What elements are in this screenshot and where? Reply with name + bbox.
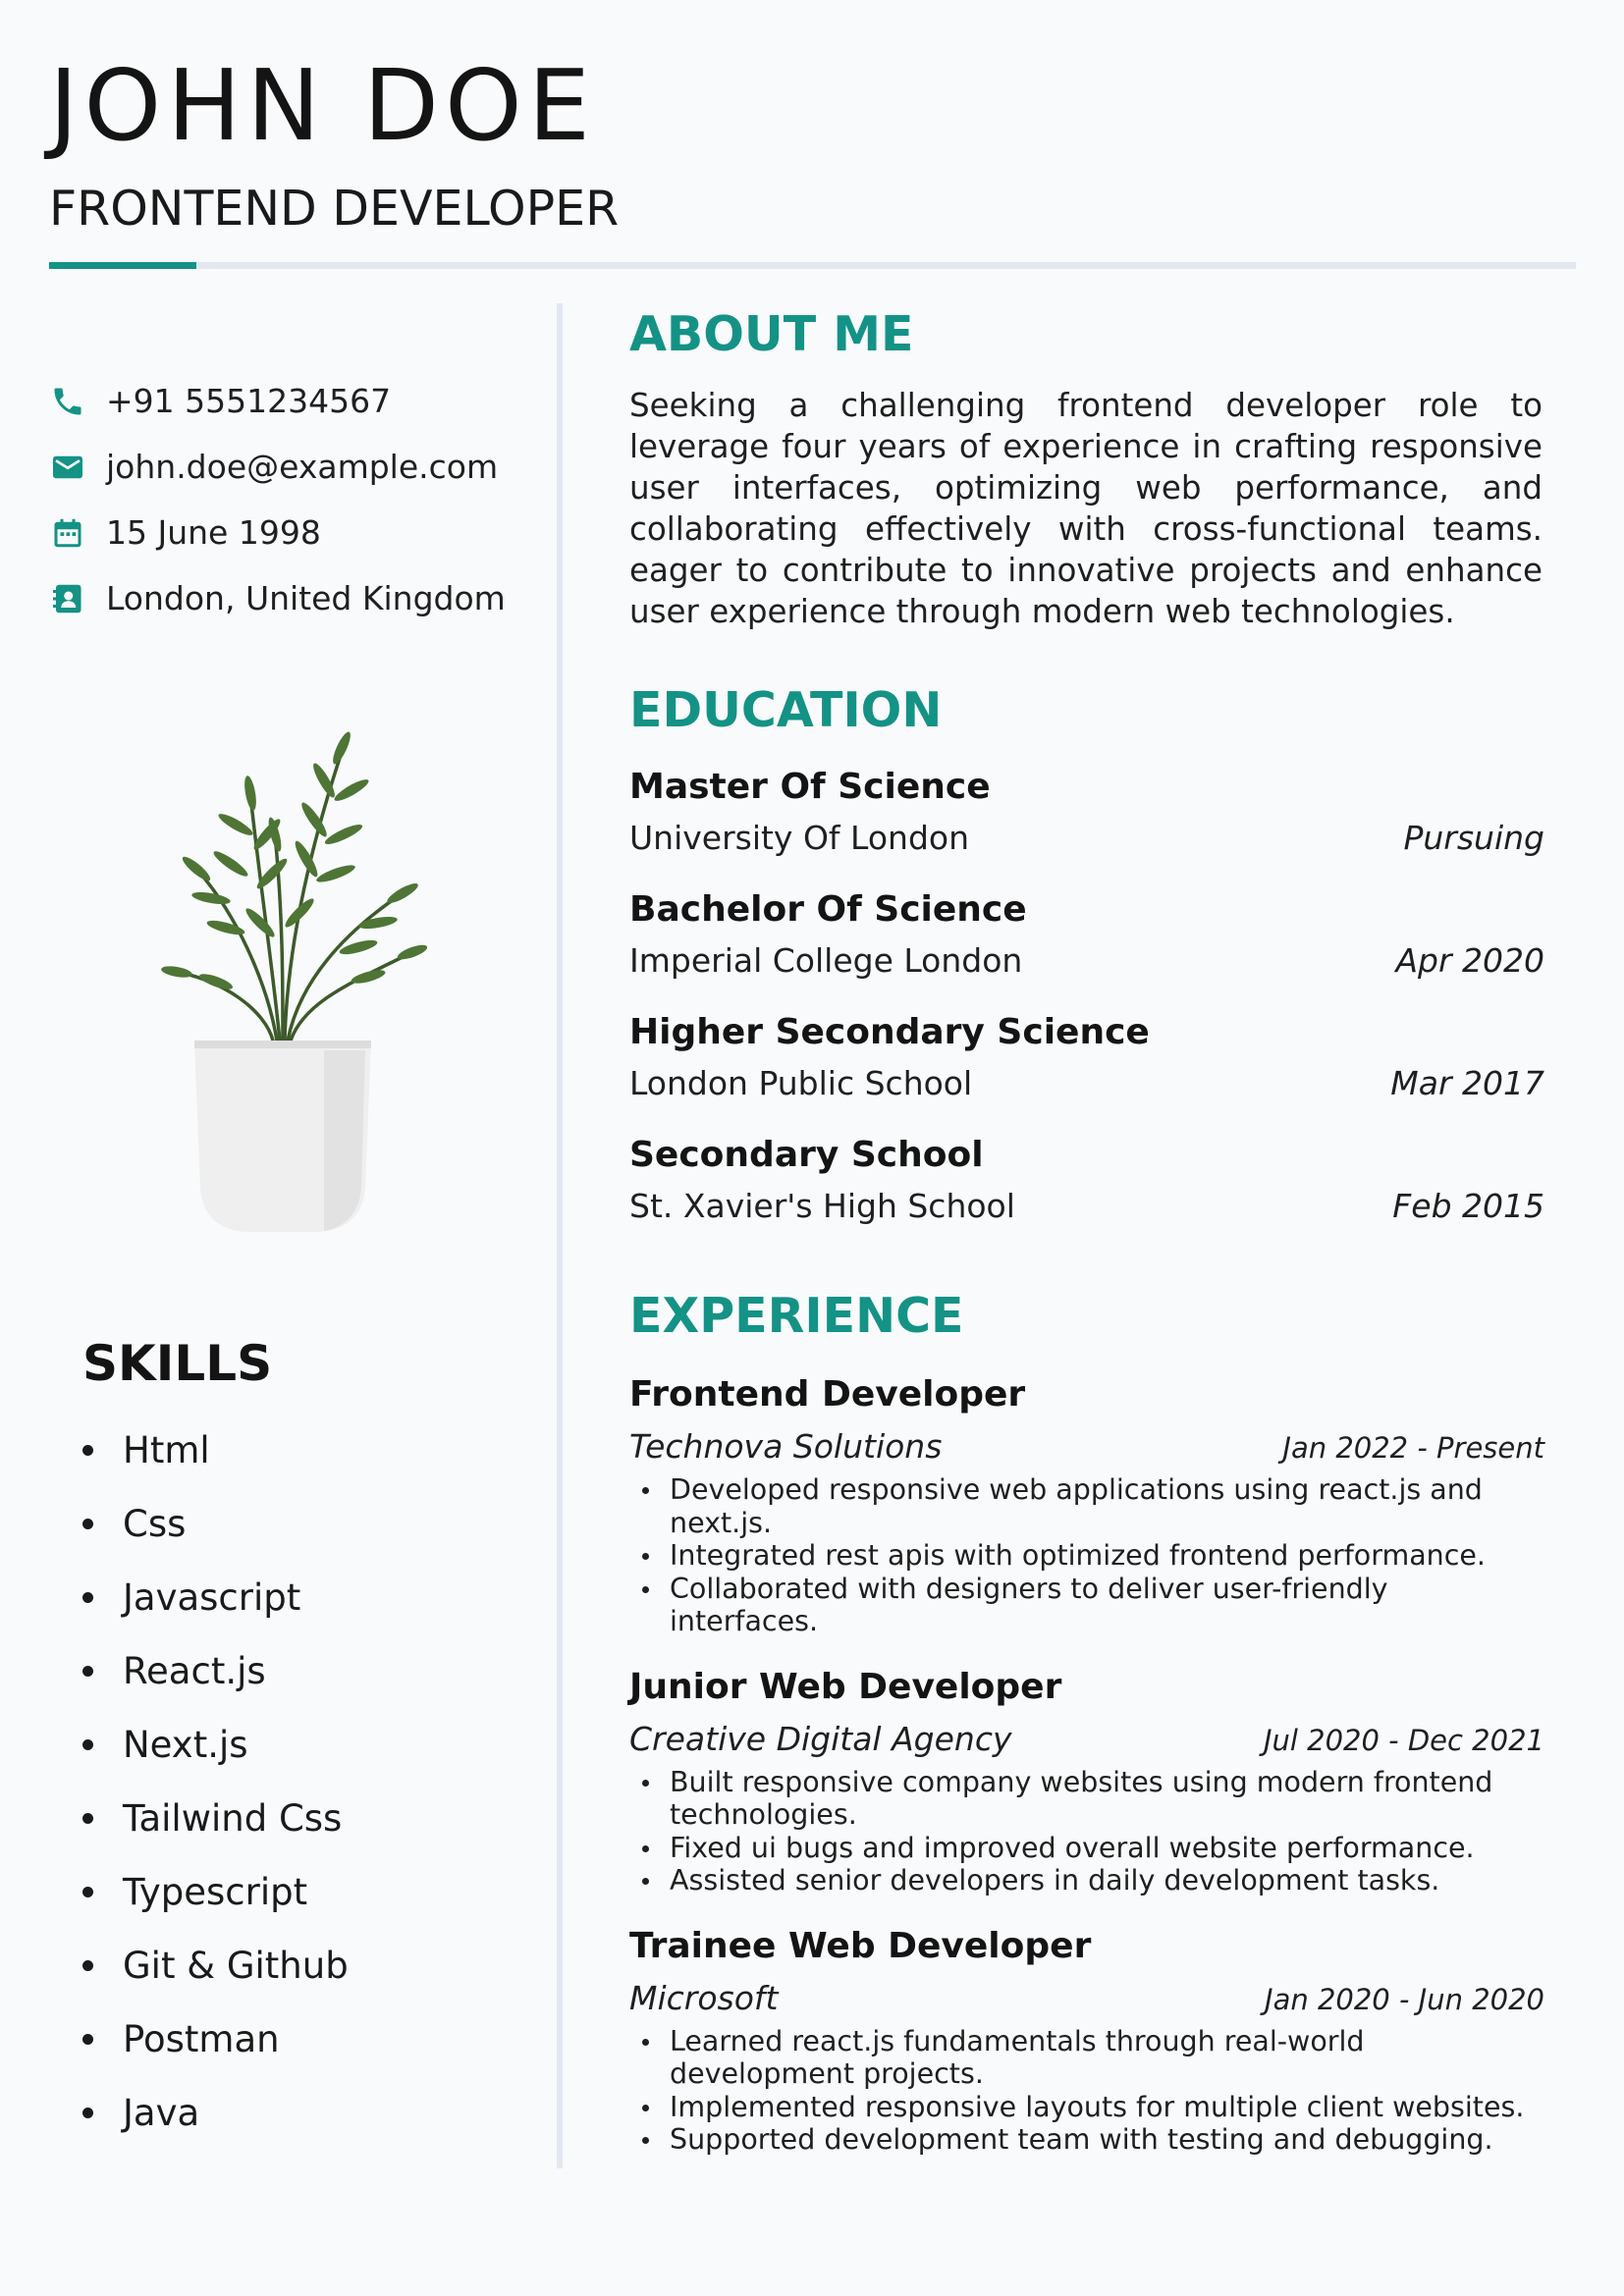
- job-role: FRONTEND DEVELOPER: [49, 181, 620, 237]
- about-heading: ABOUT ME: [629, 306, 914, 362]
- experience-title: Frontend Developer: [629, 1374, 1026, 1415]
- skills-heading: SKILLS: [82, 1335, 273, 1392]
- experience-bullet: Integrated rest apis with optimized frontend performance.: [629, 1539, 1544, 1573]
- header-divider-accent: [49, 262, 196, 269]
- experience-bullet: Fixed ui bugs and improved overall website performance.: [629, 1832, 1544, 1865]
- experience-item: [629, 1921, 1544, 2157]
- contact-birthdate-text: 15 June 1998: [106, 513, 321, 552]
- potted-plant-image: [157, 687, 432, 1237]
- experience-title: Trainee Web Developer: [629, 1925, 1092, 1966]
- education-item: [629, 884, 1544, 1007]
- education-school: St. Xavier's High School: [629, 1187, 1015, 1225]
- experience-date: Jul 2020 - Dec 2021: [1263, 1723, 1544, 1757]
- contact-phone-text: +91 5551234567: [106, 382, 392, 420]
- education-degree: Bachelor Of Science: [629, 889, 1027, 930]
- skill-item: Next.js: [82, 1708, 349, 1782]
- header-divider: [49, 262, 1576, 269]
- experience-heading: EXPERIENCE: [629, 1288, 964, 1344]
- experience-item: [629, 1369, 1544, 1638]
- experience-bullets: [629, 1766, 1544, 1897]
- experience-bullet: Supported development team with testing and debugging.: [629, 2123, 1544, 2157]
- phone-icon: [49, 383, 86, 420]
- education-degree: Secondary School: [629, 1135, 984, 1175]
- experience-company: Microsoft: [629, 1978, 779, 2017]
- skill-item: Html: [82, 1414, 349, 1487]
- contact-email-text: john.doe@example.com: [106, 448, 499, 486]
- experience-bullet: Developed responsive web applications using react.js and next.js.: [629, 1473, 1544, 1539]
- contact-location-text: London, United Kingdom: [106, 579, 506, 617]
- experience-bullet: Implemented responsive layouts for multiple client websites.: [629, 2091, 1544, 2124]
- experience-bullet: Built responsive company websites using modern frontend technologies.: [629, 1766, 1544, 1832]
- education-date: Feb 2015: [1392, 1187, 1544, 1225]
- skill-item: React.js: [82, 1634, 349, 1708]
- experience-bullets: [629, 2025, 1544, 2157]
- experience-company: Creative Digital Agency: [629, 1719, 1012, 1758]
- calendar-icon: [49, 514, 86, 552]
- about-text: Seeking a challenging frontend developer role to leverage four years of experience in crafting responsive user interfaces, optimizing web performance, and collaborating effectively with cross-functional teams. eager to contribute to innovative projects and enhance user experience through modern web technologies.: [629, 387, 1543, 630]
- experience-title: Junior Web Developer: [629, 1666, 1062, 1707]
- skill-item: Javascript: [82, 1561, 349, 1634]
- skills-list: [82, 1414, 349, 2150]
- experience-bullet: Collaborated with designers to deliver user-friendly interfaces.: [629, 1573, 1544, 1638]
- education-degree: Master Of Science: [629, 767, 991, 807]
- contact-card-icon: [49, 580, 86, 617]
- education-date: Pursuing: [1403, 819, 1544, 857]
- experience-list: [629, 1369, 1544, 2180]
- education-item: [629, 1007, 1544, 1130]
- contact-list: [49, 368, 506, 631]
- experience-bullets: [629, 1473, 1544, 1638]
- education-date: Apr 2020: [1395, 941, 1544, 980]
- education-item: [629, 1130, 1544, 1253]
- education-school: University Of London: [629, 819, 970, 857]
- experience-bullet: Learned react.js fundamentals through real-world development projects.: [629, 2025, 1544, 2091]
- column-divider: [557, 303, 563, 2168]
- experience-date: Jan 2020 - Jun 2020: [1265, 1982, 1544, 2016]
- education-school: Imperial College London: [629, 941, 1023, 980]
- skill-item: Typescript: [82, 1855, 349, 1929]
- skill-item: Java: [82, 2076, 349, 2150]
- contact-phone: [49, 368, 506, 434]
- education-school: London Public School: [629, 1064, 973, 1102]
- skill-item: Git & Github: [82, 1929, 349, 2002]
- mail-icon: [49, 449, 86, 486]
- experience-company: Technova Solutions: [629, 1427, 943, 1466]
- skill-item: Tailwind Css: [82, 1782, 349, 1855]
- contact-birthdate: [49, 500, 506, 565]
- skill-item: Postman: [82, 2002, 349, 2076]
- education-date: Mar 2017: [1390, 1064, 1544, 1102]
- experience-bullet: Assisted senior developers in daily development tasks.: [629, 1864, 1544, 1897]
- contact-location: [49, 565, 506, 631]
- education-item: [629, 762, 1544, 884]
- candidate-name: JOHN DOE: [49, 48, 596, 163]
- education-degree: Higher Secondary Science: [629, 1012, 1150, 1052]
- education-heading: EDUCATION: [629, 682, 943, 738]
- education-list: [629, 762, 1544, 1253]
- skill-item: Css: [82, 1487, 349, 1561]
- contact-email: [49, 434, 506, 500]
- experience-item: [629, 1662, 1544, 1897]
- experience-date: Jan 2022 - Present: [1282, 1431, 1544, 1465]
